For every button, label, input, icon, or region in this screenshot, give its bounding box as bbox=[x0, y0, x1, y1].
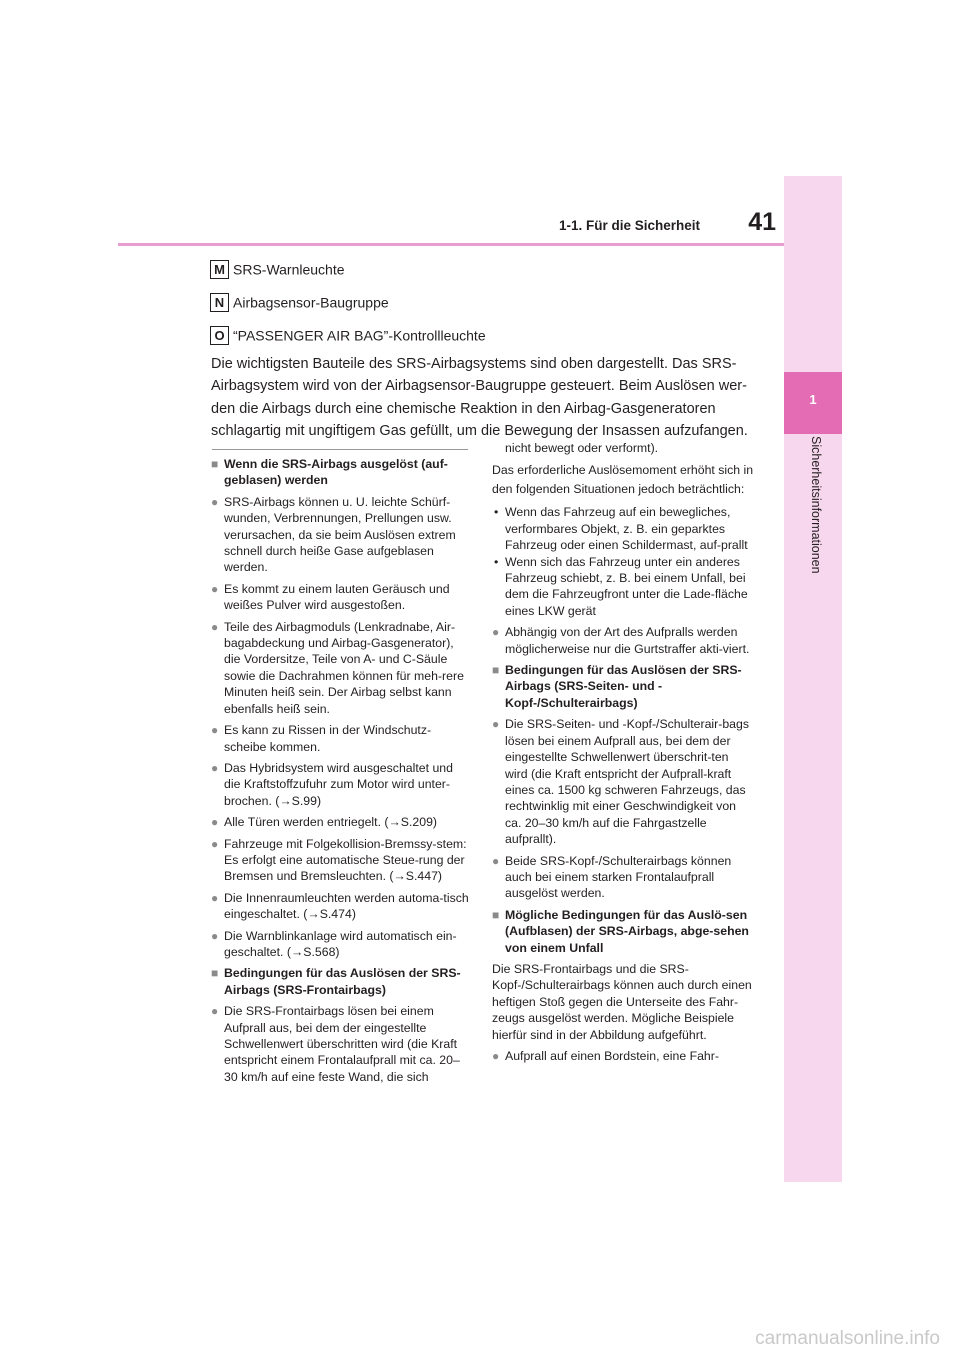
heading-text: Wenn die SRS-Airbags ausgelöst (auf-geblasen) werden bbox=[224, 457, 448, 488]
legend-item-n bbox=[210, 293, 389, 315]
list-item bbox=[211, 814, 469, 830]
section-divider bbox=[212, 449, 468, 450]
heading-airbags-deployed bbox=[211, 456, 469, 489]
section-title: 1-1. Für die Sicherheit bbox=[558, 218, 700, 233]
list-item bbox=[211, 836, 469, 885]
continuation-text: nicht bewegt oder verformt). bbox=[505, 441, 659, 455]
chapter-side-strip bbox=[784, 176, 842, 1182]
list-item bbox=[211, 619, 469, 717]
square-bullet-icon: ■ bbox=[492, 907, 500, 922]
list-item bbox=[211, 928, 469, 961]
list-item bbox=[211, 890, 469, 923]
list-item-text: Teile des Airbagmoduls (Lenkradnabe, Air-bagabdeckung und Airbag-Gasgenerator), die Vordersitze, Teile von A- und C-Säule sowie die Dachrahmen können für meh-rere Minuten heiß sein. Der Airbag selbst kann ebenfalls heiß sein. bbox=[224, 619, 464, 716]
left-column bbox=[211, 456, 469, 1090]
circle-bullet-icon: ● bbox=[492, 625, 500, 640]
list-item-text: Es kann zu Rissen in der Windschutz-scheibe kommen. bbox=[224, 723, 432, 754]
list-item bbox=[211, 494, 469, 576]
intro-paragraph: Die wichtigsten Bauteile des SRS-Airbagsystems sind oben dargestellt. Das SRS-Airbagsystem wird von der Airbagsensor-Baugruppe gesteuert. Beim Auslösen wer-den die Airbags durch eine chemische Reaktion in den Airbag-Gasgeneratoren schlagartig mit ungiftigem Gas gefüllt, um die Bewegung der Insassen aufzufangen. bbox=[211, 356, 748, 439]
list-item bbox=[211, 722, 469, 755]
list-item-text: Beide SRS-Kopf-/Schulterairbags können auch bei einem starken Frontalaufprall ausgelöst werden. bbox=[505, 853, 732, 901]
list-item-text: Die Innenraumleuchten werden automa-tisch eingeschaltet. (→S.474) bbox=[224, 890, 469, 922]
circle-bullet-icon: ● bbox=[211, 619, 219, 634]
chapter-label-text: Sicherheitsinformationen bbox=[809, 436, 823, 574]
circle-bullet-icon: ● bbox=[211, 890, 219, 905]
paragraph: Das erforderliche Auslösemoment erhöht sich in den folgenden Situationen jedoch beträchtlich: bbox=[492, 463, 754, 497]
dash-bullet-icon: • bbox=[494, 505, 499, 520]
page-number: 41 bbox=[748, 208, 776, 236]
list-item-text: Fahrzeuge mit Folgekollision-Bremssy-stem: Es erfolgt eine automatische Steue-rung der Bremsen und Bremsleuchten. (→S.447) bbox=[224, 836, 467, 884]
header-divider bbox=[118, 243, 784, 246]
list-item-text: Die Warnblinkanlage wird automatisch ein-geschaltet. (→S.568) bbox=[224, 928, 457, 959]
legend-letter-n: N bbox=[210, 293, 229, 312]
heading-text: Mögliche Bedingungen für das Auslö-sen (Aufblasen) der SRS-Airbags, abge-sehen von einem Unfall bbox=[505, 907, 749, 955]
list-item-text: Abhängig von der Art des Aufpralls werden möglicherweise nur die Gurtstraffer akti-viert. bbox=[505, 625, 750, 656]
legend-text-n: Airbagsensor-Baugruppe bbox=[233, 294, 389, 311]
circle-bullet-icon: ● bbox=[211, 836, 219, 851]
dash-item bbox=[492, 504, 754, 553]
heading-text: Bedingungen für das Auslösen der SRS-Airbags (SRS-Frontairbags) bbox=[224, 966, 461, 997]
heading-text: Bedingungen für das Auslösen der SRS-Airbags (SRS-Seiten- und -Kopf-/Schulterairbags) bbox=[505, 663, 742, 710]
right-column bbox=[492, 440, 754, 1069]
list-item-text: Die SRS-Frontairbags lösen bei einem Aufprall aus, bei dem der eingestellte Schwellenwert überschritten wird (die Kraft entspricht einem Frontalaufprall mit ca. 20–30 km/h auf eine feste Wand, die sich bbox=[224, 1004, 460, 1084]
legend-item-m bbox=[210, 260, 345, 282]
list-item bbox=[492, 624, 754, 657]
heading-front-airbags bbox=[211, 965, 469, 998]
square-bullet-icon: ■ bbox=[211, 966, 219, 981]
heading-side-airbags bbox=[492, 662, 754, 711]
circle-bullet-icon: ● bbox=[492, 717, 500, 732]
circle-bullet-icon: ● bbox=[211, 760, 219, 775]
list-item bbox=[492, 853, 754, 902]
circle-bullet-icon: ● bbox=[211, 581, 219, 596]
circle-bullet-icon: ● bbox=[211, 723, 219, 738]
circle-bullet-icon: ● bbox=[211, 815, 219, 830]
dash-bullet-icon: • bbox=[494, 554, 499, 569]
list-item bbox=[492, 1048, 754, 1064]
chapter-label bbox=[808, 436, 824, 596]
list-item-text: Alle Türen werden entriegelt. (→S.209) bbox=[224, 815, 438, 830]
heading-non-accident bbox=[492, 907, 754, 956]
list-item-text: SRS-Airbags können u. U. leichte Schürf-wunden, Verbrennungen, Prellungen usw. verursachen, da sie beim Auslösen extrem schnell durch heiße Gase aufgeblasen werden. bbox=[224, 494, 456, 575]
square-bullet-icon: ■ bbox=[492, 663, 500, 678]
circle-bullet-icon: ● bbox=[211, 1004, 219, 1019]
dash-item bbox=[492, 554, 754, 620]
legend-item-o bbox=[210, 326, 486, 348]
circle-bullet-icon: ● bbox=[492, 853, 500, 868]
watermark: carmanualsonline.info bbox=[755, 1328, 940, 1349]
dash-item-text: Wenn das Fahrzeug auf ein bewegliches, verformbares Objekt, z. B. ein geparktes Fahrzeug oder einen Schildermast, auf-prallt bbox=[505, 505, 748, 553]
circle-bullet-icon: ● bbox=[211, 928, 219, 943]
circle-bullet-icon: ● bbox=[492, 1049, 500, 1063]
list-item-text: Aufprall auf einen Bordstein, eine Fahr- bbox=[505, 1049, 719, 1063]
square-bullet-icon: ■ bbox=[211, 457, 219, 471]
circle-bullet-icon: ● bbox=[211, 494, 219, 509]
list-item-text: Es kommt zu einem lauten Geräusch und weißes Pulver wird ausgestoßen. bbox=[224, 581, 450, 613]
paragraph: Die SRS-Frontairbags und die SRS-Kopf-/Schulterairbags können auch durch einen heftigen Stoß gegen die Unterseite des Fahr-zeugs ausgelöst werden. Mögliche Beispiele hierfür sind in der Abbildung aufgeführt. bbox=[492, 961, 752, 1042]
legend-text-m: SRS-Warnleuchte bbox=[233, 261, 345, 278]
list-item-text: Die SRS-Seiten- und -Kopf-/Schulterair-bags lösen bei einem Aufprall aus, bei dem der eingestellte Schwellenwert überschrit-ten wird (die Kraft entspricht der Aufprall-kraft eines ca. 1500 kg schweren Fahrzeugs, das rechtwinklig mit einer Geschwindigkeit von ca. 20–30 km/h auf die Fahrgastzelle aufprallt). bbox=[505, 717, 749, 847]
list-item bbox=[211, 1003, 469, 1085]
list-item-text: Das Hybridsystem wird ausgeschaltet und die Kraftstoffzufuhr zum Motor wird unter-brochen. (→S.99) bbox=[224, 760, 453, 808]
chapter-number: 1 bbox=[809, 392, 817, 407]
legend-letter-m: M bbox=[210, 260, 229, 279]
legend-letter-o: O bbox=[210, 326, 229, 345]
list-item bbox=[211, 760, 469, 809]
list-item bbox=[211, 581, 469, 614]
list-item bbox=[492, 716, 754, 847]
dash-item-text: Wenn sich das Fahrzeug unter ein anderes Fahrzeug schiebt, z. B. bei einem Unfall, bei dem die Fahrzeugfront unter die Lade-fläche eines LKW gerät bbox=[505, 554, 748, 618]
legend-text-o: “PASSENGER AIR BAG”-Kontrollleuchte bbox=[233, 327, 486, 344]
